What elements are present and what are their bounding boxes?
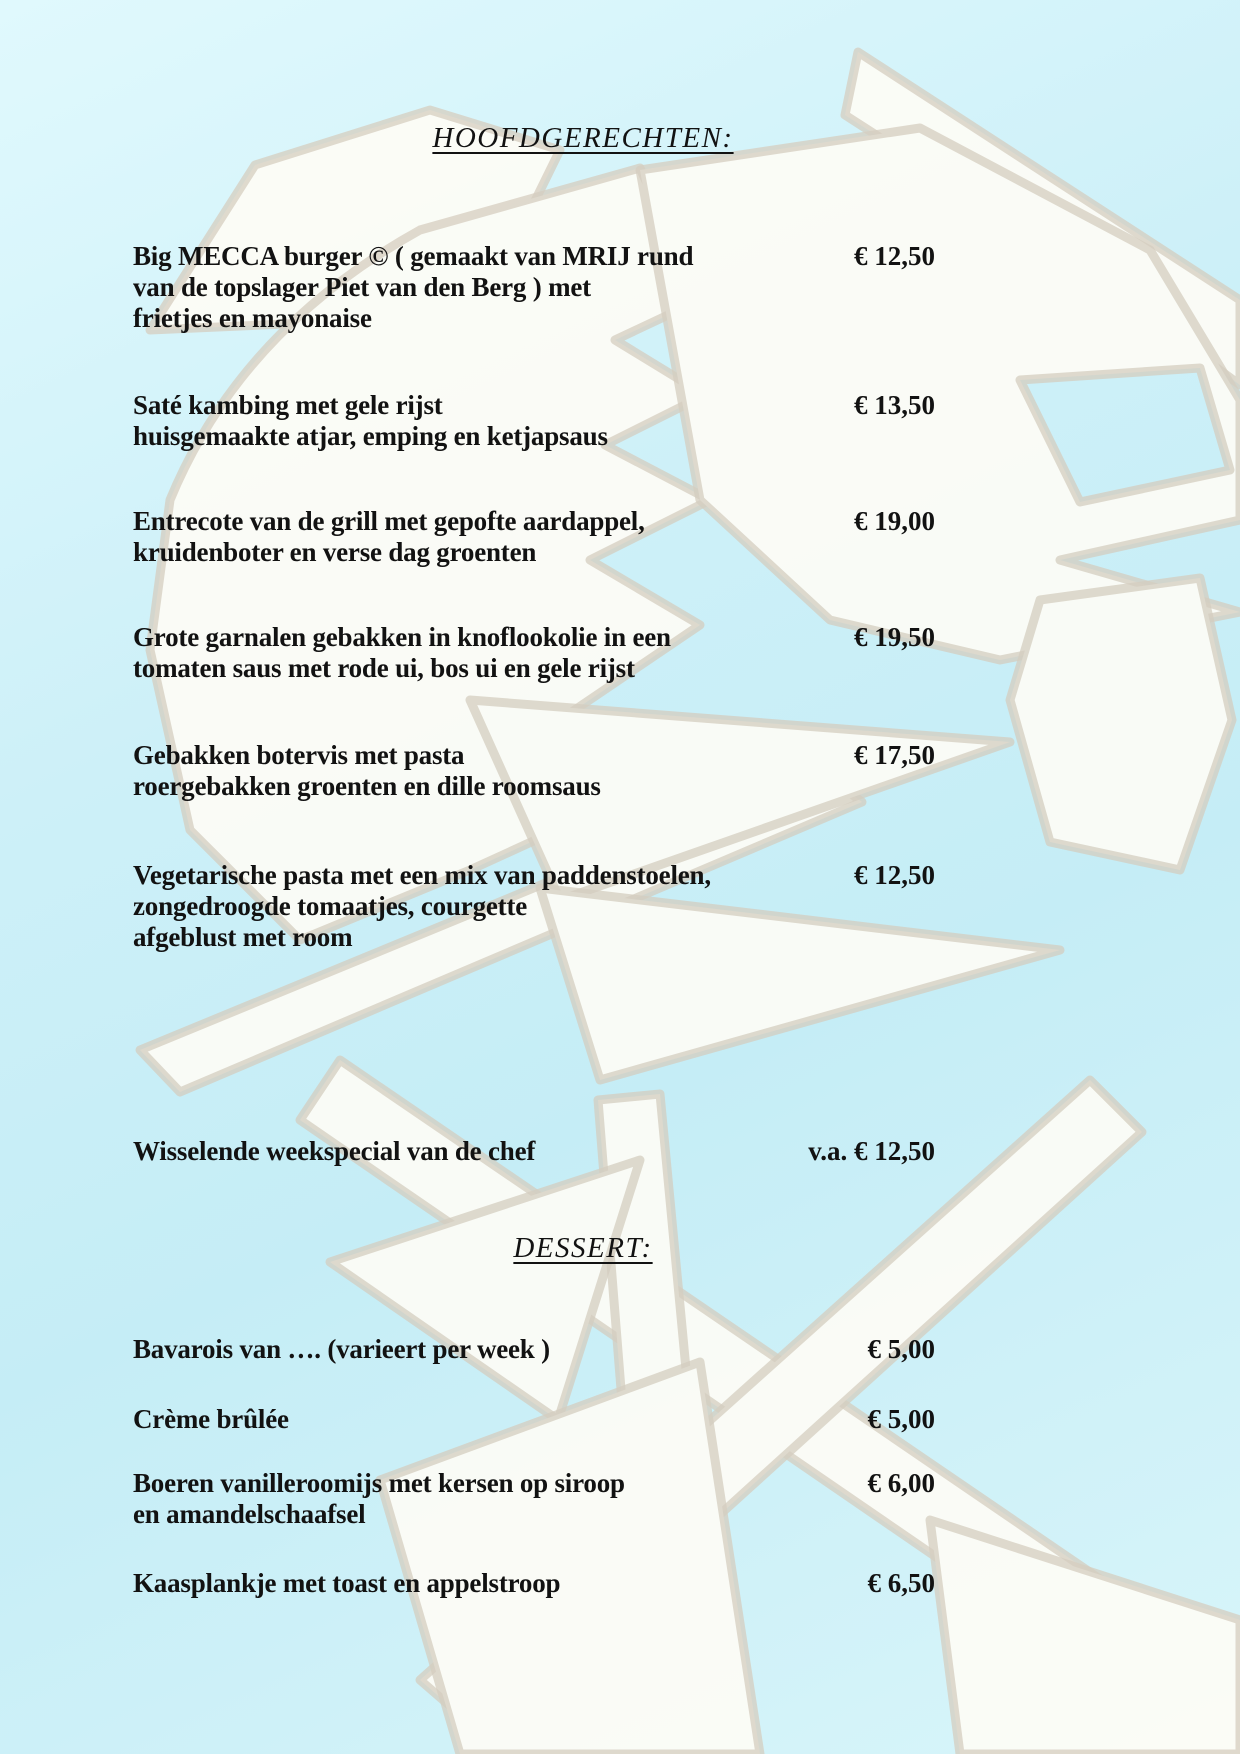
menu-item-line: Kaasplankje met toast en appelstroop xyxy=(133,1568,561,1598)
menu-item-line: Vegetarische pasta met een mix van paddenstoelen, xyxy=(133,860,711,890)
menu-item xyxy=(133,1568,935,1599)
menu-item xyxy=(133,622,935,684)
section-title-hoofdgerechten xyxy=(133,122,1033,155)
menu-item-line: Saté kambing met gele rijst xyxy=(133,390,443,420)
menu-item-price: € 17,50 xyxy=(854,740,935,770)
menu-item-line: zongedroogde tomaatjes, courgette xyxy=(133,891,528,921)
menu-item-price: € 5,00 xyxy=(867,1404,935,1434)
menu-item-description xyxy=(133,506,935,568)
menu-item-description xyxy=(133,740,935,802)
section-title-dessert xyxy=(133,1232,1033,1265)
menu-item-line: Gebakken botervis met pasta xyxy=(133,740,465,770)
menu-item-line: van de topslager Piet van den Berg ) met xyxy=(133,272,591,302)
section-title-text: HOOFDGERECHTEN: xyxy=(432,122,734,154)
menu-item-price: € 5,00 xyxy=(867,1334,935,1364)
menu-item xyxy=(133,860,935,953)
menu-item xyxy=(133,506,935,568)
menu-item-description xyxy=(133,1568,935,1599)
menu-item xyxy=(133,1136,935,1167)
menu-item-line: Big MECCA burger © ( gemaakt van MRIJ rund xyxy=(133,241,694,271)
menu-item-description xyxy=(133,1468,935,1530)
menu-item xyxy=(133,740,935,802)
menu-item-line: roergebakken groenten en dille roomsaus xyxy=(133,771,601,801)
menu-item xyxy=(133,390,935,452)
menu-item-price: € 12,50 xyxy=(854,860,935,890)
menu-item-line: huisgemaakte atjar, emping en ketjapsaus xyxy=(133,421,608,451)
menu-item xyxy=(133,1334,935,1365)
menu-item-line: frietjes en mayonaise xyxy=(133,303,372,333)
menu-item-line: Boeren vanilleroomijs met kersen op siroop xyxy=(133,1468,625,1498)
menu-item-line: tomaten saus met rode ui, bos ui en gele rijst xyxy=(133,653,635,683)
menu-item-line: Entrecote van de grill met gepofte aardappel, xyxy=(133,506,645,536)
menu-item-line: kruidenboter en verse dag groenten xyxy=(133,537,537,567)
menu-item-price: € 6,00 xyxy=(867,1468,935,1498)
menu-item-description xyxy=(133,860,935,953)
menu-item-price: € 19,50 xyxy=(854,622,935,652)
menu-item-price: € 19,00 xyxy=(854,506,935,536)
menu-item-description xyxy=(133,1334,935,1365)
menu-item-description xyxy=(133,622,935,684)
menu-item-line: en amandelschaafsel xyxy=(133,1499,366,1529)
menu-item-description xyxy=(133,241,935,334)
menu-item-description xyxy=(133,390,935,452)
menu-item-price: € 6,50 xyxy=(867,1568,935,1598)
menu-item-line: Crème brûlée xyxy=(133,1404,289,1434)
menu-item xyxy=(133,1468,935,1530)
menu-item-description xyxy=(133,1404,935,1435)
menu-item-line: Bavarois van …. (varieert per week ) xyxy=(133,1334,550,1364)
section-title-text: DESSERT: xyxy=(513,1232,653,1264)
menu-item xyxy=(133,241,935,334)
menu-item-line: Wisselende weekspecial van de chef xyxy=(133,1136,536,1166)
menu-item xyxy=(133,1404,935,1435)
menu-item-line: afgeblust met room xyxy=(133,922,353,952)
menu-item-line: Grote garnalen gebakken in knoflookolie in een xyxy=(133,622,671,652)
menu-item-price: € 12,50 xyxy=(854,241,935,271)
menu-item-price: v.a. € 12,50 xyxy=(808,1136,935,1166)
menu-item-price: € 13,50 xyxy=(854,390,935,420)
